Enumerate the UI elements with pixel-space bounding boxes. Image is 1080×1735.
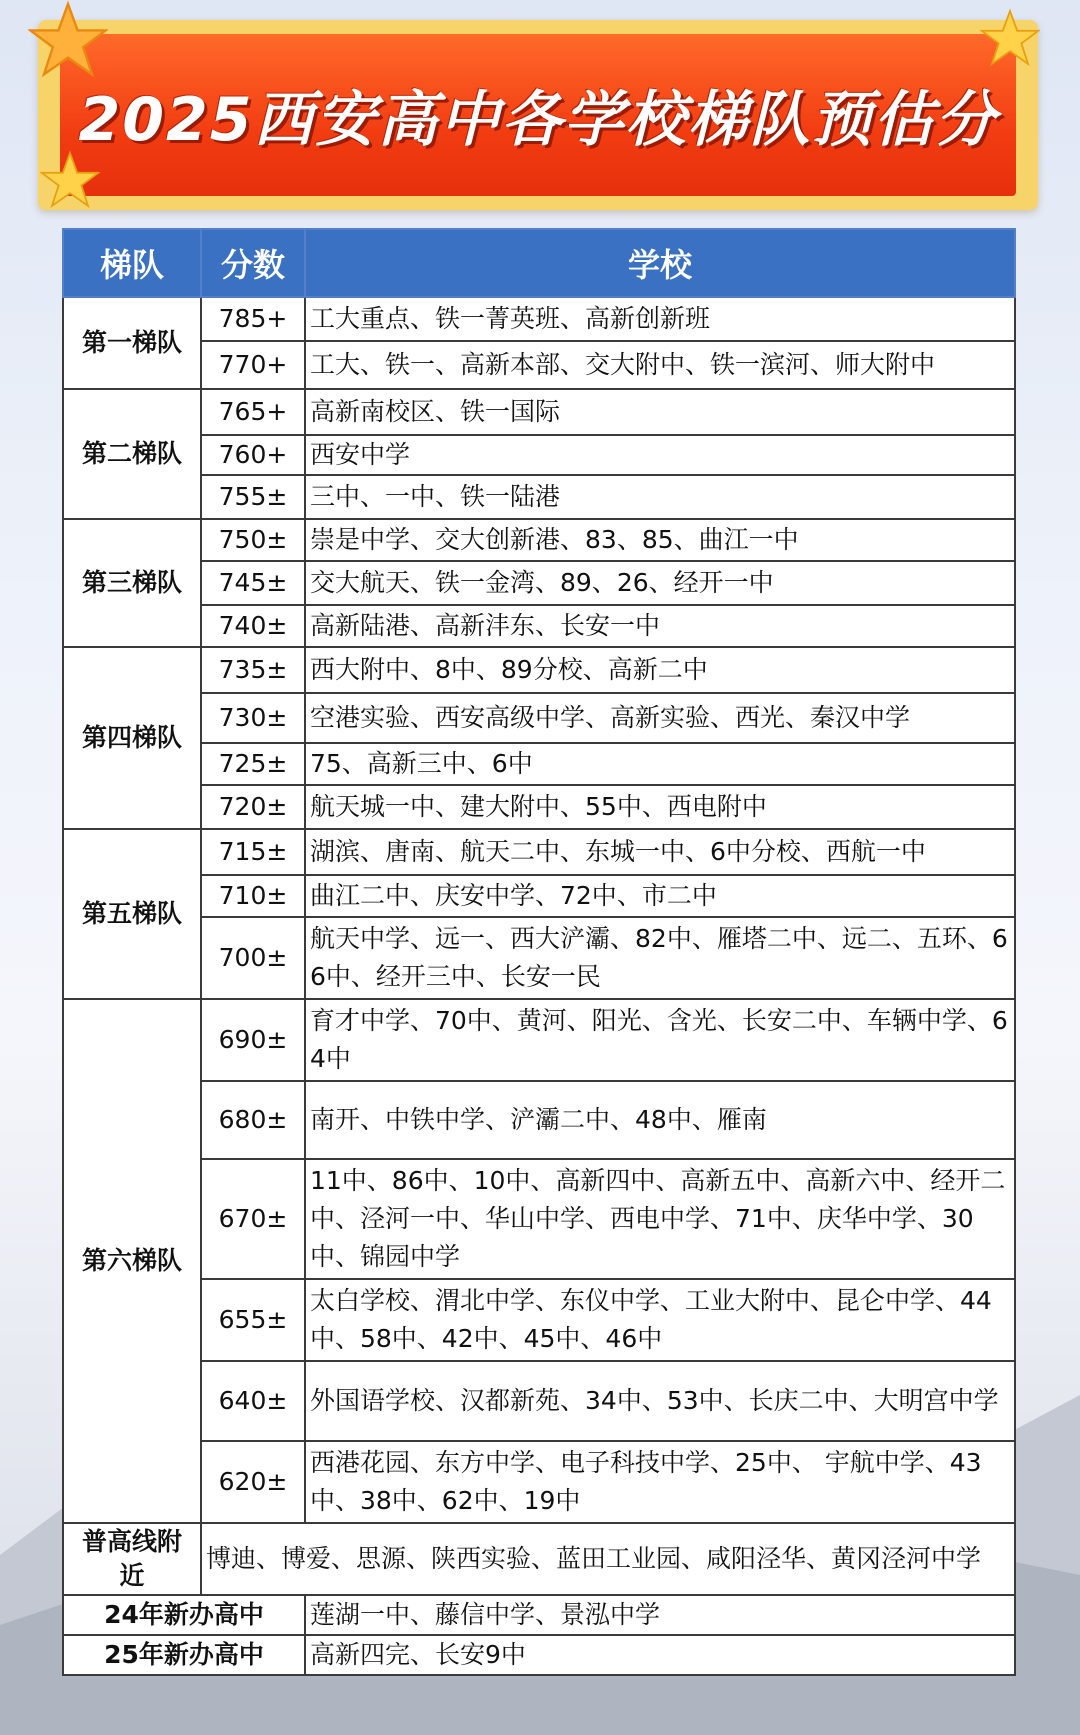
schools-cell: 曲江二中、庆安中学、72中、市二中: [305, 875, 1015, 917]
schools-cell: 高新陆港、高新沣东、长安一中: [305, 605, 1015, 647]
score-cell: 715±: [201, 829, 305, 875]
table-row: [63, 693, 1015, 743]
score-cell: 690±: [201, 999, 305, 1081]
schools-cell: 航天中学、远一、西大浐灞、82中、雁塔二中、远二、五环、66中、经开三中、长安一民: [305, 917, 1015, 999]
schools-cell: 工大重点、铁一菁英班、高新创新班: [305, 297, 1015, 341]
score-cell: 640±: [201, 1361, 305, 1441]
score-cell: 730±: [201, 693, 305, 743]
table-row: [63, 999, 1015, 1081]
table-row: [63, 785, 1015, 829]
star-icon: [28, 0, 108, 80]
tier-label: 第三梯队: [63, 519, 201, 647]
star-icon: [40, 150, 100, 210]
table-row: [63, 1523, 1015, 1595]
score-cell: 710±: [201, 875, 305, 917]
score-cell: 620±: [201, 1441, 305, 1523]
schools-cell: 西港花园、东方中学、电子科技中学、25中、 宇航中学、43中、38中、62中、19中: [305, 1441, 1015, 1523]
tier-label: 第二梯队: [63, 389, 201, 519]
page-title: 2025西安高中各学校梯队预估分: [78, 85, 998, 155]
table-row: [63, 829, 1015, 875]
table-row: [63, 1441, 1015, 1523]
score-cell: 740±: [201, 605, 305, 647]
table-header-row: [63, 229, 1015, 297]
schools-cell: 高新南校区、铁一国际: [305, 389, 1015, 435]
tier-label: 第四梯队: [63, 647, 201, 829]
ordinary-label: 普高线附近: [63, 1523, 201, 1595]
schools-cell: 南开、中铁中学、浐灞二中、48中、雁南: [305, 1081, 1015, 1159]
table-row: [63, 917, 1015, 999]
header-score: 分数: [201, 229, 305, 297]
star-icon: [980, 8, 1040, 68]
tier-label: 第五梯队: [63, 829, 201, 999]
table-row: [63, 1081, 1015, 1159]
table-row: [63, 1279, 1015, 1361]
score-cell: 750±: [201, 519, 305, 561]
score-cell: 655±: [201, 1279, 305, 1361]
table-row: [63, 435, 1015, 475]
schools-cell: 湖滨、唐南、航天二中、东城一中、6中分校、西航一中: [305, 829, 1015, 875]
score-cell: 735±: [201, 647, 305, 693]
schools-cell: 三中、一中、铁一陆港: [305, 475, 1015, 519]
schools-cell: 11中、86中、10中、高新四中、高新五中、高新六中、经开二中、泾河一中、华山中学、西电中学、71中、庆华中学、30中、锦园中学: [305, 1159, 1015, 1279]
ordinary-schools: 博迪、博爱、思源、陕西实验、蓝田工业园、咸阳泾华、黄冈泾河中学: [201, 1523, 1015, 1595]
schools-cell: 75、高新三中、6中: [305, 743, 1015, 785]
header-school: 学校: [305, 229, 1015, 297]
score-cell: 755±: [201, 475, 305, 519]
table-row: [63, 297, 1015, 341]
new24-label: 24年新办高中: [63, 1595, 305, 1635]
schools-cell: 工大、铁一、高新本部、交大附中、铁一滨河、师大附中: [305, 341, 1015, 389]
new24-schools: 莲湖一中、藤信中学、景泓中学: [305, 1595, 1015, 1635]
new25-schools: 高新四完、长安9中: [305, 1635, 1015, 1675]
score-cell: 725±: [201, 743, 305, 785]
header-tier: 梯队: [63, 229, 201, 297]
table-row: [63, 1159, 1015, 1279]
schools-cell: 西安中学: [305, 435, 1015, 475]
schools-cell: 航天城一中、建大附中、55中、西电附中: [305, 785, 1015, 829]
new25-label: 25年新办高中: [63, 1635, 305, 1675]
table-row: [63, 389, 1015, 435]
schools-cell: 空港实验、西安高级中学、高新实验、西光、秦汉中学: [305, 693, 1015, 743]
score-cell: 765+: [201, 389, 305, 435]
tier-table: [62, 228, 1016, 1676]
table-row: [63, 1595, 1015, 1635]
table-row: [63, 561, 1015, 605]
table-row: [63, 743, 1015, 785]
table-row: [63, 647, 1015, 693]
table-row: [63, 475, 1015, 519]
table-row: [63, 1361, 1015, 1441]
score-cell: 720±: [201, 785, 305, 829]
table-row: [63, 341, 1015, 389]
score-cell: 760+: [201, 435, 305, 475]
score-cell: 680±: [201, 1081, 305, 1159]
schools-cell: 崇是中学、交大创新港、83、85、曲江一中: [305, 519, 1015, 561]
schools-cell: 育才中学、70中、黄河、阳光、含光、长安二中、车辆中学、64中: [305, 999, 1015, 1081]
schools-cell: 交大航天、铁一金湾、89、26、经开一中: [305, 561, 1015, 605]
score-cell: 785+: [201, 297, 305, 341]
title-banner: [38, 20, 1038, 210]
schools-cell: 外国语学校、汉都新苑、34中、53中、长庆二中、大明宫中学: [305, 1361, 1015, 1441]
tier-label: 第一梯队: [63, 297, 201, 389]
table-row: [63, 519, 1015, 561]
score-cell: 700±: [201, 917, 305, 999]
table-row: [63, 605, 1015, 647]
score-cell: 745±: [201, 561, 305, 605]
score-cell: 770+: [201, 341, 305, 389]
schools-cell: 西大附中、8中、89分校、高新二中: [305, 647, 1015, 693]
table-row: [63, 875, 1015, 917]
score-cell: 670±: [201, 1159, 305, 1279]
schools-cell: 太白学校、渭北中学、东仪中学、工业大附中、昆仑中学、44中、58中、42中、45中、46中: [305, 1279, 1015, 1361]
table-row: [63, 1635, 1015, 1675]
tier-label: 第六梯队: [63, 999, 201, 1523]
